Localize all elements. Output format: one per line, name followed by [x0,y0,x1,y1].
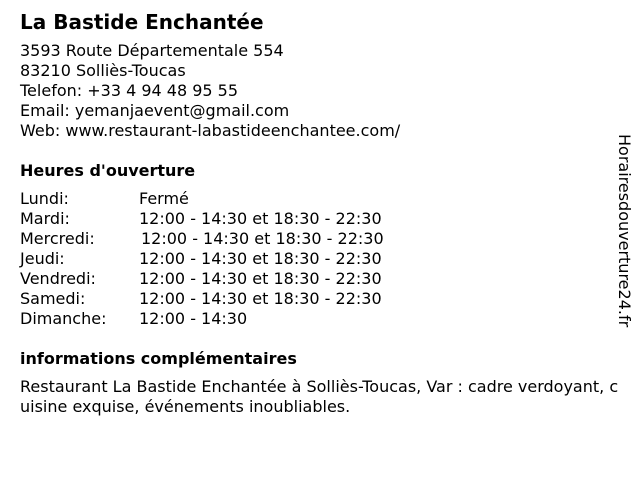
hours-day: Lundi: [20,189,69,208]
hours-row [20,249,610,269]
address-street: 3593 Route Départementale 554 [20,41,284,60]
hours-value: 12:00 - 14:30 et 18:30 - 22:30 [141,229,384,248]
hours-day: Jeudi: [20,249,65,268]
restaurant-info-card [20,8,619,417]
hours-day: Mardi: [20,209,70,228]
restaurant-name: La Bastide Enchantée [20,10,264,34]
additional-info-text: Restaurant La Bastide Enchantée à Solliès-Toucas, Var : cadre verdoyant, cuisine exquise, événements inoubliables. [20,377,619,416]
hours-row [20,289,610,309]
hours-row [20,189,610,209]
hours-value: 12:00 - 14:30 et 18:30 - 22:30 [139,249,382,268]
hours-value: Fermé [139,189,189,208]
email-address: Email: yemanjaevent@gmail.com [20,101,290,120]
hours-day: Mercredi: [20,229,95,248]
hours-row [20,309,610,329]
hours-value: 12:00 - 14:30 [139,309,248,328]
address-city: 83210 Solliès-Toucas [20,61,186,80]
hours-value: 12:00 - 14:30 et 18:30 - 22:30 [139,289,382,308]
hours-row [20,229,610,249]
hours-value: 12:00 - 14:30 et 18:30 - 22:30 [139,269,382,288]
site-watermark-text: Horairesdouverture24.fr [615,134,634,328]
site-watermark [612,134,636,346]
hours-row [20,209,610,229]
hours-day: Vendredi: [20,269,96,288]
opening-hours-heading: Heures d'ouverture [20,161,196,180]
hours-day: Samedi: [20,289,86,308]
website-url: Web: www.restaurant-labastideenchantee.com/ [20,121,401,140]
opening-hours-table [20,189,610,329]
hours-row [20,269,610,289]
hours-day: Dimanche: [20,309,107,328]
additional-info-heading: informations complémentaires [20,349,297,368]
hours-value: 12:00 - 14:30 et 18:30 - 22:30 [139,209,382,228]
phone-number: Telefon: +33 4 94 48 95 55 [20,81,239,100]
